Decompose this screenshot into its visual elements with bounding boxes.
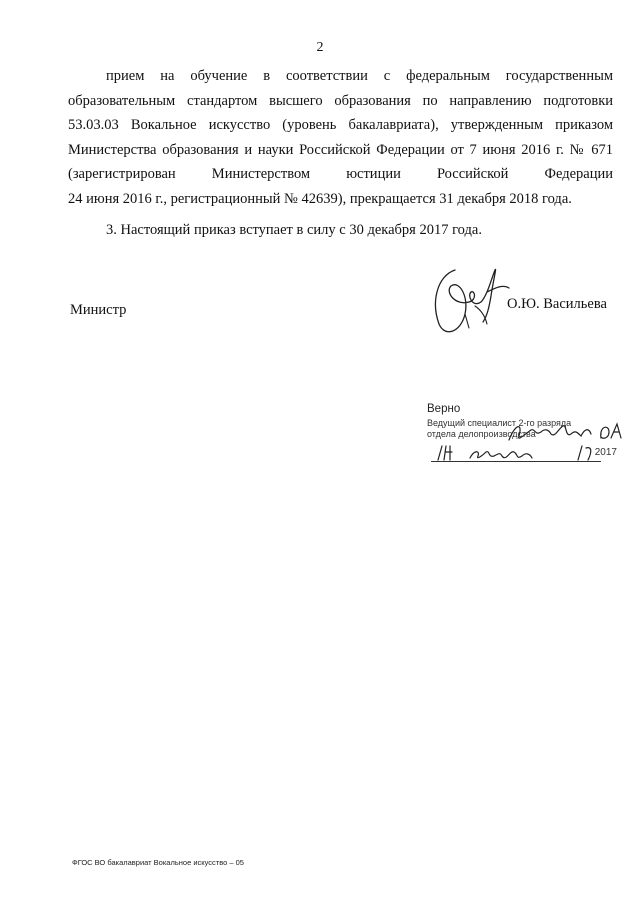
page-number: 2 — [316, 40, 324, 55]
paragraph-termination — [68, 64, 613, 211]
signatory-role: Министр — [70, 302, 127, 318]
footer-reference: ФГОС ВО бакалавриат Вокальное искусство – 05 — [72, 858, 244, 867]
text-line: 24 июня 2016 г., регистрационный № 42639), прекращается 31 декабря 2018 года. — [68, 190, 572, 207]
certification-title: Верно — [427, 403, 461, 415]
signatory-name: О.Ю. Васильева — [507, 296, 607, 312]
handwritten-date — [430, 442, 610, 464]
text-line: прием на обучение в соответствии с федеральным государственным — [106, 68, 613, 84]
text-line: (зарегистрирован Министерством юстиции Российской Федерации — [68, 166, 613, 182]
text-line: Министерства образования и науки Российской Федерации от 7 июня 2016 г. № 671 — [68, 141, 613, 158]
text-line: образовательным стандартом высшего образования по направлению подготовки — [68, 92, 613, 109]
text-line: 53.03.03 Вокальное искусство (уровень бакалавриата), утвержденным приказом — [68, 117, 613, 133]
certification-year: 2017 — [594, 447, 617, 458]
text-line: 3. Настоящий приказ вступает в силу с 30 декабря 2017 года. — [106, 222, 482, 238]
paragraph-effective-date — [68, 218, 613, 243]
certifier-position: Ведущий специалист 2-го разряда отдела делопроизводства — [427, 418, 572, 439]
